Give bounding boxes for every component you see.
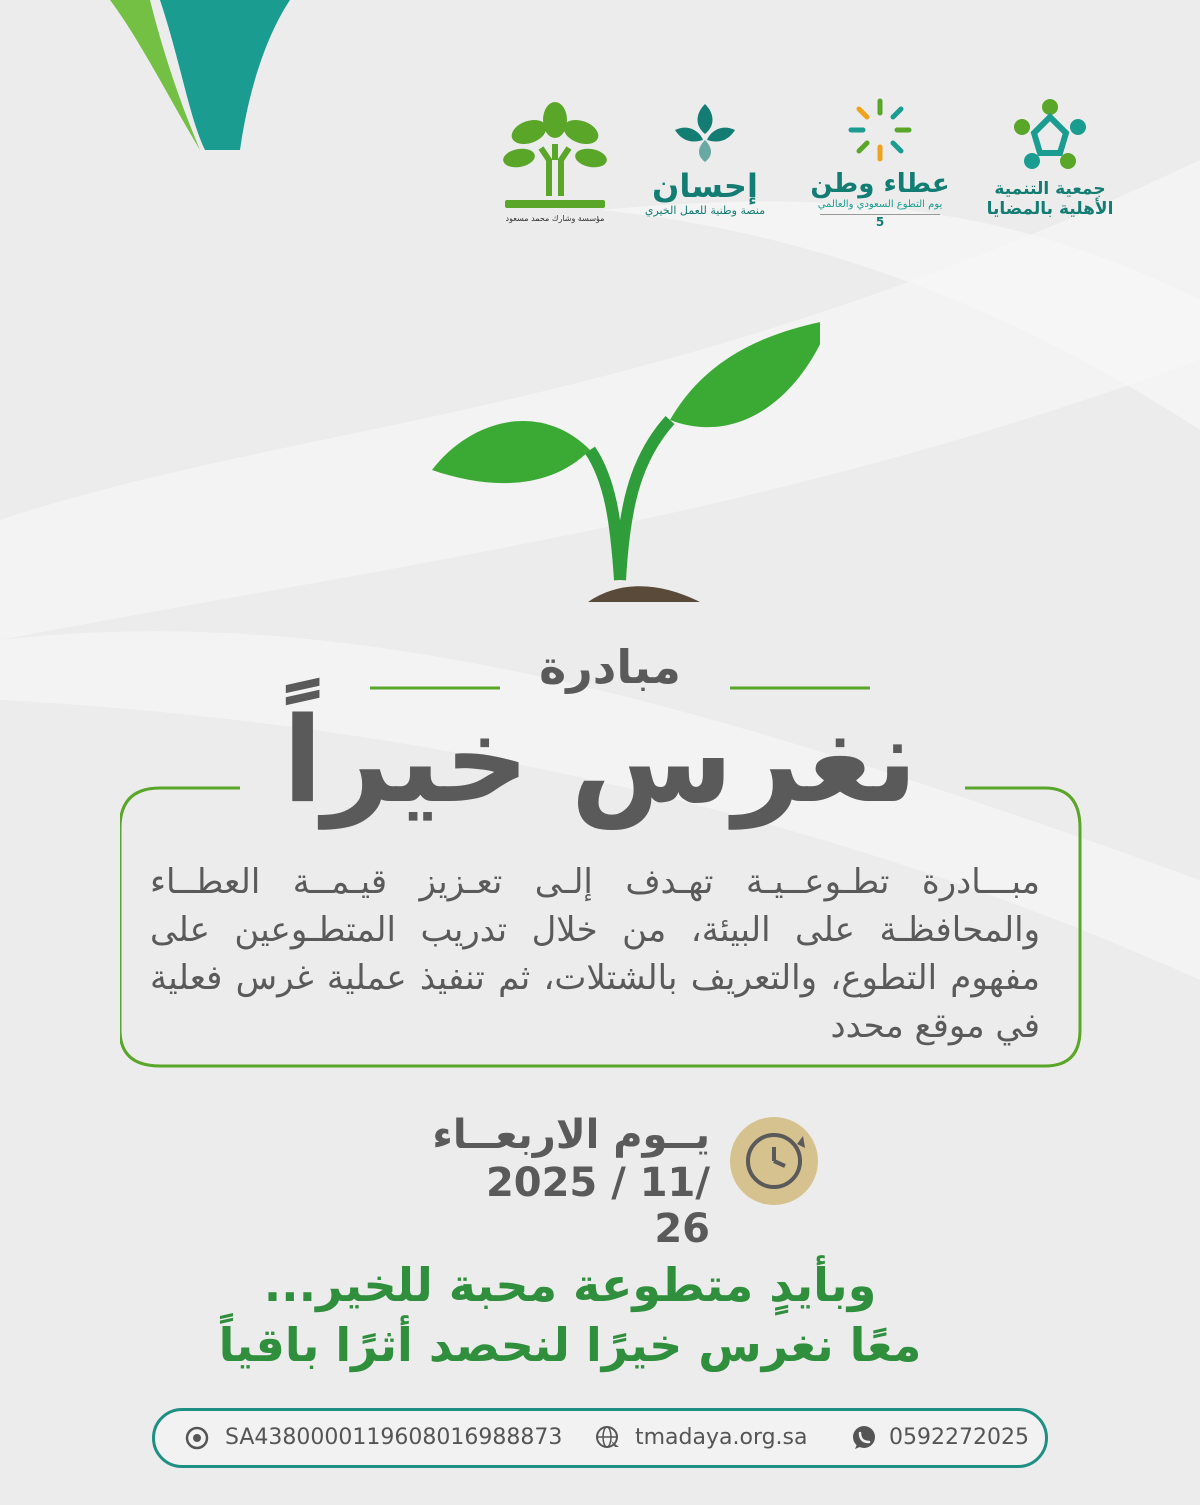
description-text: مبـــادرة تطـوعــيـة تهـدف إلـى تعـزيز قيـمــة العطــاء والمحافظـة على البيئة، من خلال تدريب المتطـوعين على مفهوم التطوع، والتعريف بالشتلات، ثم تنفيذ عملية غرس فعلية في موقع محدد [150, 862, 1040, 1046]
globe-icon [595, 1425, 621, 1451]
ehsan-sub: منصة وطنية للعمل الخيري [644, 204, 766, 217]
ehsan-logo [640, 100, 770, 217]
association-logo [985, 95, 1115, 219]
bank-icon [185, 1426, 209, 1450]
people-star-icon [1008, 95, 1092, 175]
ataa-watan-number: 5 [820, 214, 940, 229]
ataa-watan-name: عطاء وطن [810, 169, 950, 199]
title-initiative: مبادرة [539, 640, 681, 694]
tree-foundation-logo [495, 100, 615, 223]
tree-foundation-sub: مؤسسة وشارك محمد مسعود [505, 214, 605, 223]
title-main: نغرس خيراً [282, 691, 918, 829]
ataa-watan-sub: يوم التطوع السعودي والعالمي [817, 199, 943, 210]
association-name-line1: جمعية التنمية [994, 179, 1106, 199]
clock-icon [727, 1116, 822, 1206]
ataa-watan-logo [810, 95, 950, 229]
whatsapp-icon [851, 1425, 877, 1451]
ehsan-leaf-icon [665, 100, 745, 164]
contact-bar [152, 1408, 1048, 1468]
event-day: يــوم الاربعــاء [432, 1112, 710, 1158]
phone-number[interactable]: 0592272025 [889, 1425, 1029, 1450]
sunburst-icon [845, 95, 915, 165]
tree-hand-icon [497, 100, 613, 210]
slogan-line2: معًا نغرس خيرًا لنحصد أثرًا باقياً [218, 1318, 922, 1372]
iban-text[interactable]: SA4380000119608016988873 [225, 1425, 563, 1450]
association-name-line2: الأهلية بالمضايا [986, 199, 1114, 219]
website-link[interactable]: tmadaya.org.sa [635, 1425, 808, 1450]
sprout-icon [420, 320, 820, 620]
slogan-line1: وبأيدٍ متطوعة محبة للخير... [263, 1258, 877, 1312]
ehsan-name: إحسان [652, 167, 758, 205]
event-date: 2025 / 11/ 26 [485, 1160, 710, 1252]
